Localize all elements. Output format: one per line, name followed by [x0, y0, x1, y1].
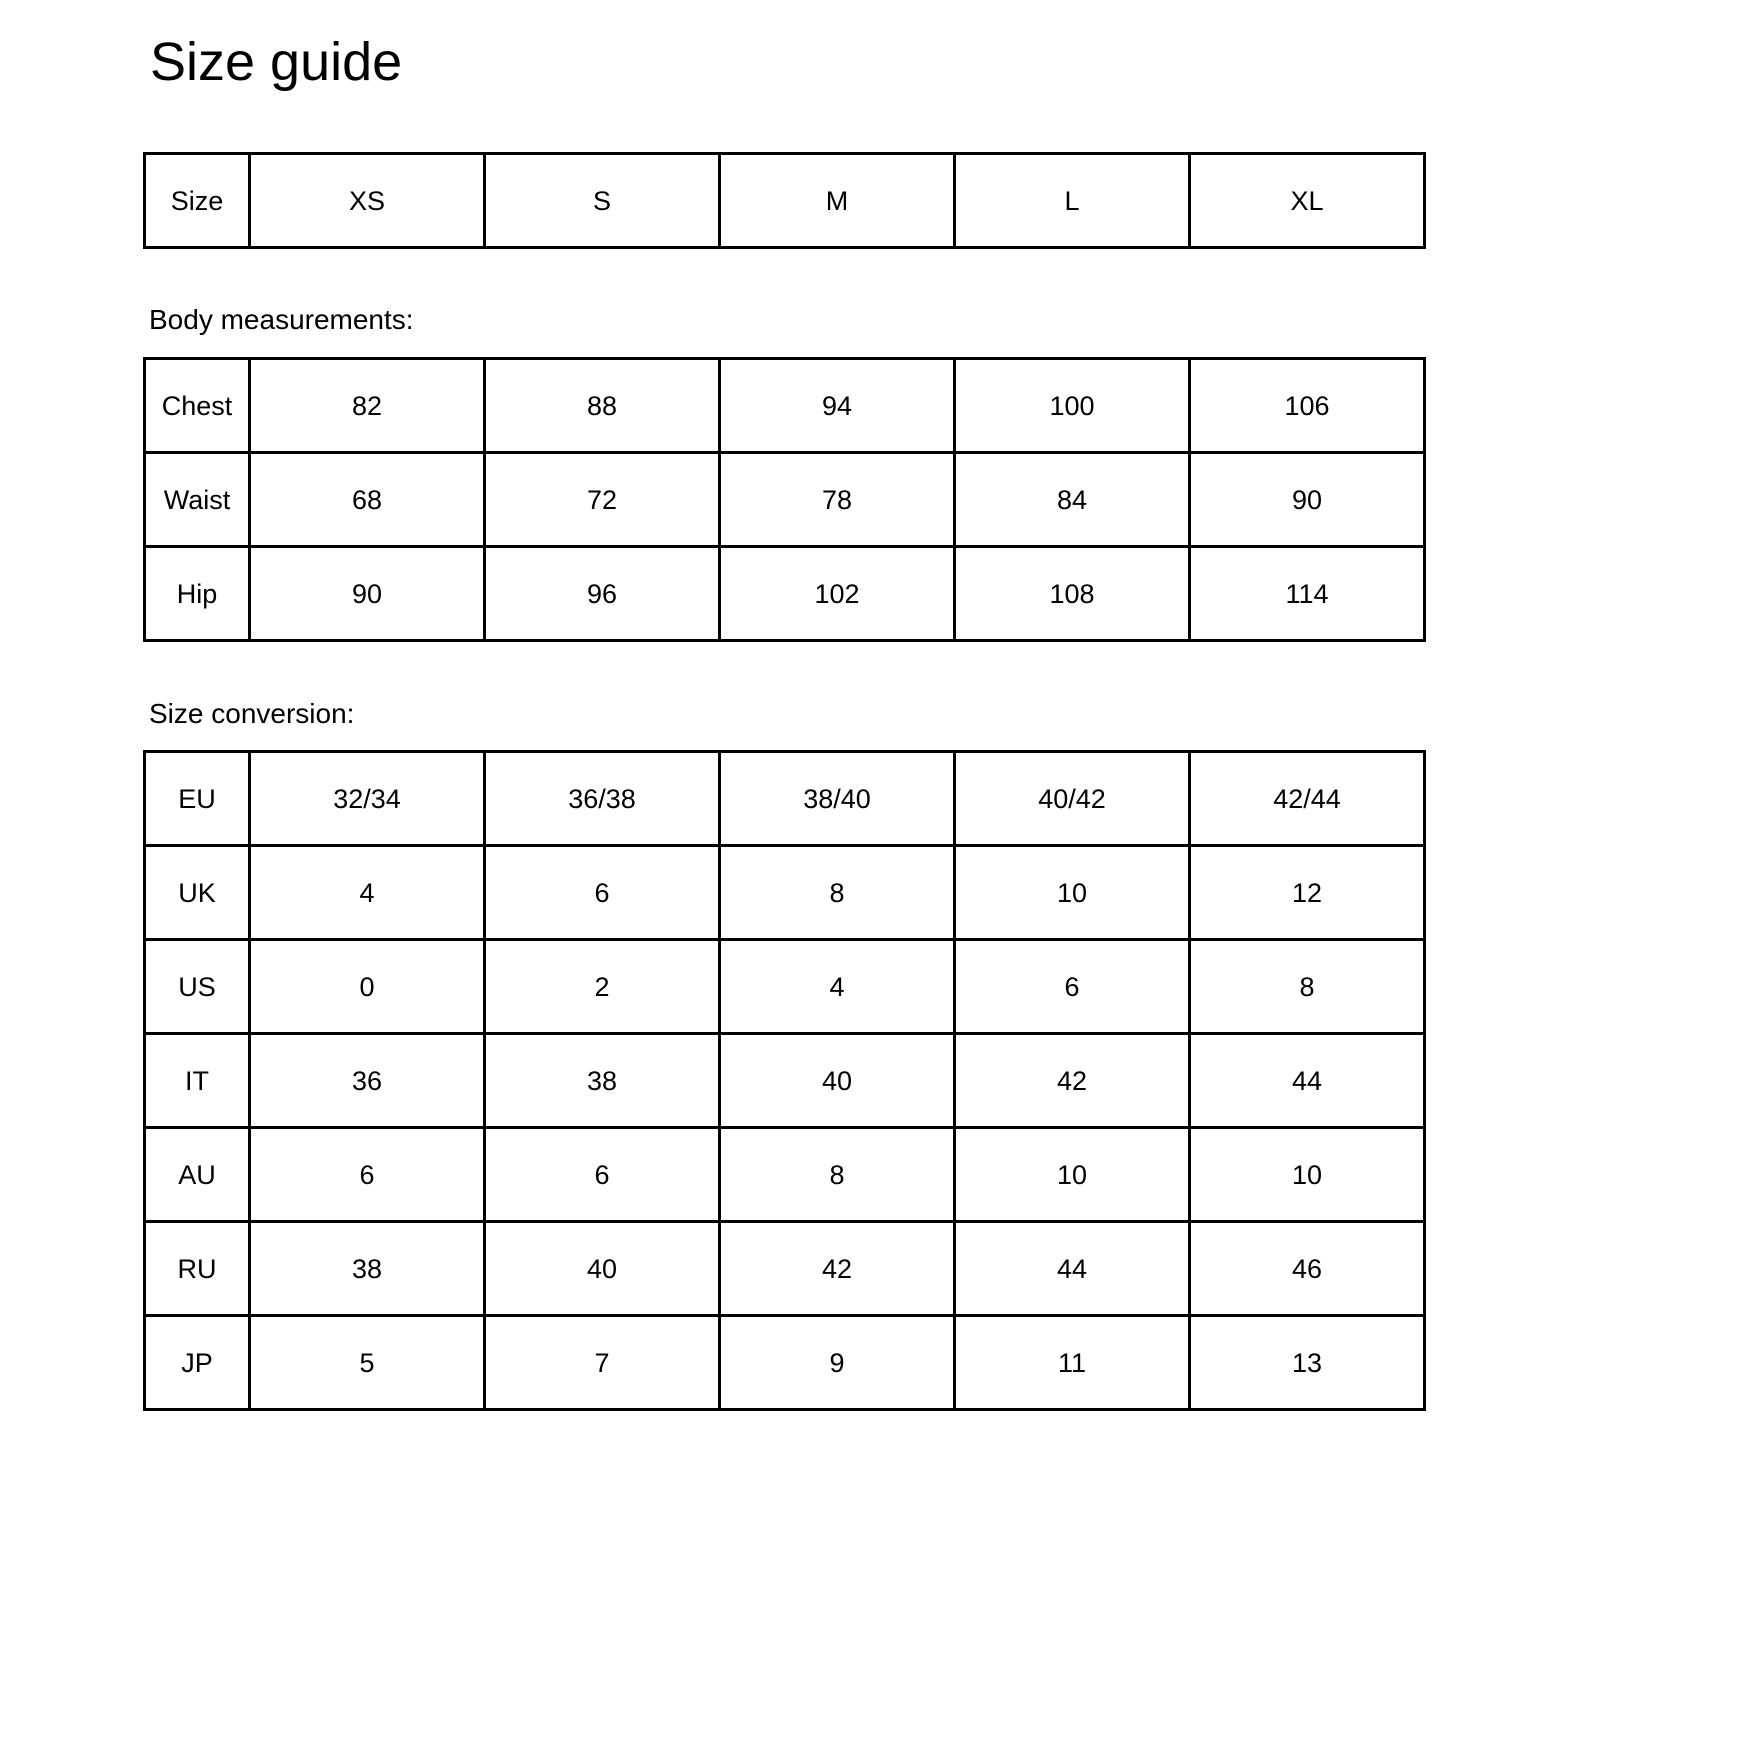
conv-cell-it-m: 40	[720, 1034, 955, 1128]
table-row	[145, 1034, 1425, 1128]
conv-cell-ru-xl: 46	[1190, 1222, 1425, 1316]
conv-cell-eu-xl: 42/44	[1190, 752, 1425, 846]
conv-cell-it-xs: 36	[250, 1034, 485, 1128]
table-row	[145, 547, 1425, 641]
body-cell-chest-l: 100	[955, 359, 1190, 453]
size-conversion-table	[143, 750, 1426, 1411]
conv-cell-jp-s: 7	[485, 1316, 720, 1410]
size-header-cell-m: M	[720, 154, 955, 248]
body-cell-waist-s: 72	[485, 453, 720, 547]
conv-row-label-uk: UK	[145, 846, 250, 940]
conv-row-label-jp: JP	[145, 1316, 250, 1410]
conv-cell-ru-m: 42	[720, 1222, 955, 1316]
conv-cell-au-xs: 6	[250, 1128, 485, 1222]
body-cell-hip-s: 96	[485, 547, 720, 641]
table-row	[145, 940, 1425, 1034]
table-row	[145, 453, 1425, 547]
conv-cell-jp-l: 11	[955, 1316, 1190, 1410]
conv-cell-it-s: 38	[485, 1034, 720, 1128]
table-row	[145, 846, 1425, 940]
conv-cell-uk-s: 6	[485, 846, 720, 940]
table-row	[145, 1316, 1425, 1410]
body-cell-hip-m: 102	[720, 547, 955, 641]
body-row-label-hip: Hip	[145, 547, 250, 641]
body-cell-hip-xs: 90	[250, 547, 485, 641]
conv-cell-it-xl: 44	[1190, 1034, 1425, 1128]
body-cell-waist-l: 84	[955, 453, 1190, 547]
size-header-cell-xl: XL	[1190, 154, 1425, 248]
conv-cell-uk-m: 8	[720, 846, 955, 940]
size-header-cell-xs: XS	[250, 154, 485, 248]
body-row-label-waist: Waist	[145, 453, 250, 547]
table-row	[145, 154, 1425, 248]
body-row-label-chest: Chest	[145, 359, 250, 453]
body-cell-chest-s: 88	[485, 359, 720, 453]
size-header-cell-s: S	[485, 154, 720, 248]
conv-cell-au-m: 8	[720, 1128, 955, 1222]
table-row	[145, 359, 1425, 453]
table-row	[145, 1222, 1425, 1316]
conv-cell-us-xl: 8	[1190, 940, 1425, 1034]
conv-cell-au-xl: 10	[1190, 1128, 1425, 1222]
conv-cell-eu-l: 40/42	[955, 752, 1190, 846]
body-cell-chest-xl: 106	[1190, 359, 1425, 453]
body-cell-chest-m: 94	[720, 359, 955, 453]
body-measurements-table	[143, 357, 1426, 642]
body-cell-waist-xl: 90	[1190, 453, 1425, 547]
conv-cell-ru-xs: 38	[250, 1222, 485, 1316]
conv-cell-eu-m: 38/40	[720, 752, 955, 846]
conv-cell-us-l: 6	[955, 940, 1190, 1034]
conv-cell-it-l: 42	[955, 1034, 1190, 1128]
size-header-row-label: Size	[145, 154, 250, 248]
conv-row-label-it: IT	[145, 1034, 250, 1128]
conv-row-label-us: US	[145, 940, 250, 1034]
body-cell-hip-l: 108	[955, 547, 1190, 641]
size-conversion-label: Size conversion:	[149, 698, 355, 729]
conv-row-label-ru: RU	[145, 1222, 250, 1316]
body-measurements-label: Body measurements:	[149, 304, 414, 335]
body-cell-waist-xs: 68	[250, 453, 485, 547]
body-cell-waist-m: 78	[720, 453, 955, 547]
size-header-table	[143, 152, 1426, 249]
conv-cell-uk-xl: 12	[1190, 846, 1425, 940]
conv-cell-us-xs: 0	[250, 940, 485, 1034]
table-row	[145, 1128, 1425, 1222]
body-cell-hip-xl: 114	[1190, 547, 1425, 641]
body-cell-chest-xs: 82	[250, 359, 485, 453]
conv-cell-uk-l: 10	[955, 846, 1190, 940]
conv-cell-au-l: 10	[955, 1128, 1190, 1222]
conv-cell-jp-xs: 5	[250, 1316, 485, 1410]
size-header-cell-l: L	[955, 154, 1190, 248]
conv-cell-uk-xs: 4	[250, 846, 485, 940]
conv-cell-us-m: 4	[720, 940, 955, 1034]
conv-row-label-au: AU	[145, 1128, 250, 1222]
page-title: Size guide	[150, 32, 403, 93]
conv-cell-jp-xl: 13	[1190, 1316, 1425, 1410]
conv-cell-au-s: 6	[485, 1128, 720, 1222]
conv-cell-eu-xs: 32/34	[250, 752, 485, 846]
conv-row-label-eu: EU	[145, 752, 250, 846]
table-row	[145, 752, 1425, 846]
conv-cell-us-s: 2	[485, 940, 720, 1034]
conv-cell-eu-s: 36/38	[485, 752, 720, 846]
conv-cell-ru-s: 40	[485, 1222, 720, 1316]
conv-cell-ru-l: 44	[955, 1222, 1190, 1316]
conv-cell-jp-m: 9	[720, 1316, 955, 1410]
